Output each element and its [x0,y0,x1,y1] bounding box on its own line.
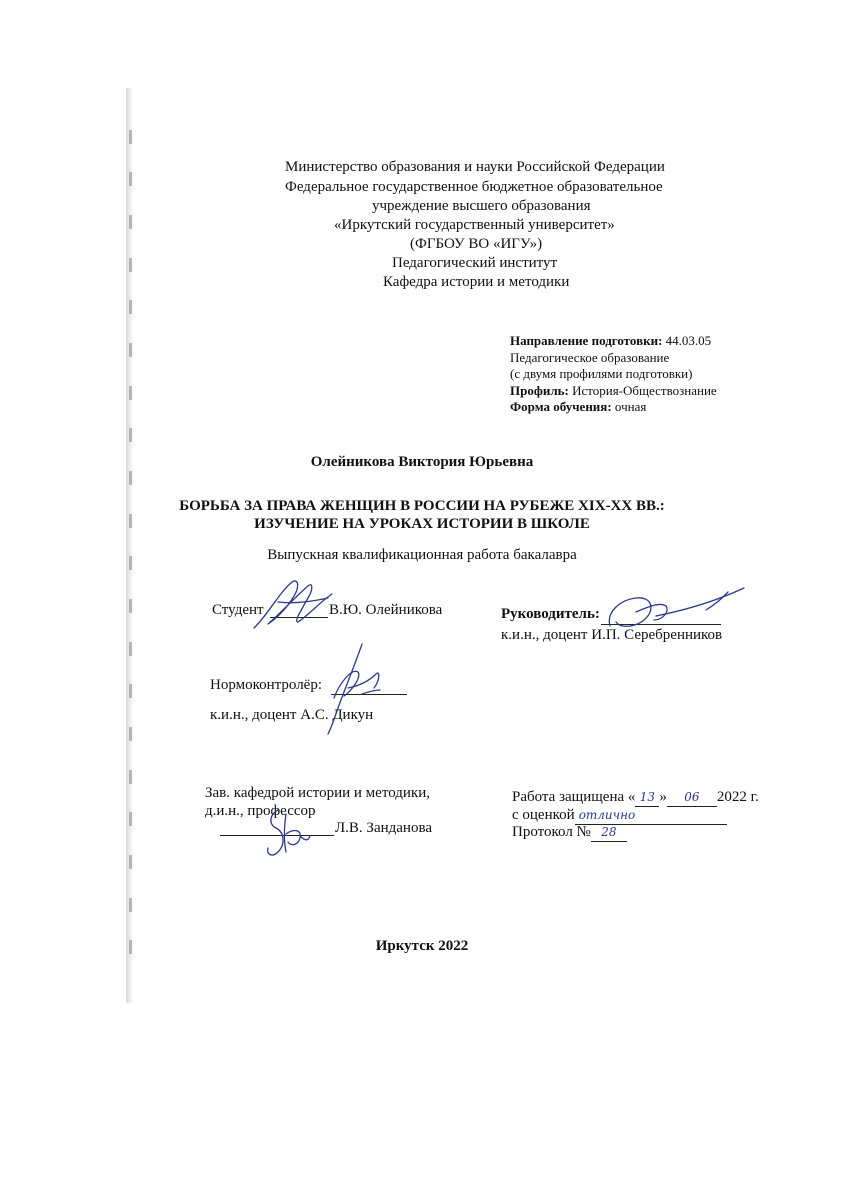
student-signature [248,572,348,634]
form-value: очная [614,399,647,414]
head-dept-name: Л.В. Занданова [335,820,432,836]
city-year: Иркутск 2022 [375,938,469,954]
profile-value: История-Обществознание [572,383,717,398]
head-dept-line-2: д.и.н., профессор [205,803,316,819]
protocol-number: 28 [601,825,617,839]
thesis-title-line-2: ИЗУЧЕНИЕ НА УРОКАХ ИСТОРИИ В ШКОЛЕ [254,516,590,532]
profile-label: Профиль: [510,383,569,398]
grade-label: с оценкой [512,807,575,823]
defense-month: 06 [684,790,700,804]
form-label: Форма обучения: [510,399,612,414]
direction-line-2: Педагогическое образование [510,350,670,365]
norm-control-signature [318,638,388,738]
supervisor-signature [596,582,756,652]
defense-day: 13 [639,790,656,804]
norm-control-label: Нормоконтролёр: [210,677,323,693]
institute-name: Педагогический институт [392,255,558,271]
education-level-line: учреждение высшего образования [372,198,591,214]
work-type: Выпускная квалификационная работа бакалавра [267,547,577,563]
student-label: Студент [212,602,264,618]
defense-prefix: Работа защищена « [512,789,636,805]
grade-value: отлично [578,808,636,822]
university-abbr: (ФГБОУ ВО «ИГУ») [410,236,543,252]
head-dept-signature [256,800,316,864]
norm-control-title-name: к.и.н., доцент А.С. Дикун [210,707,374,723]
student-name: В.Ю. Олейникова [329,602,443,618]
supervisor-title-name: к.и.н., доцент И.П. Серебренников [501,627,723,643]
direction-line-3: (с двумя профилями подготовки) [510,366,693,381]
direction-value: 44.03.05 [665,333,712,348]
direction-line [510,333,711,349]
department-name: Кафедра истории и методики [383,274,570,290]
form-line [510,399,646,415]
author-name: Олейникова Виктория Юрьевна [310,454,534,470]
direction-label: Направление подготовки: [510,333,663,348]
university-name: «Иркутский государственный университет» [334,217,615,233]
defense-date-line: Работа защищена « 13 » 06 2022 г. [512,789,759,805]
protocol-label: Протокол № [512,824,591,840]
defense-year: 2022 г. [716,789,759,805]
ministry-line: Министерство образования и науки Российской Федерации [285,159,665,175]
head-dept-line-1: Зав. кафедрой истории и методики, [205,785,430,801]
institution-type-line: Федеральное государственное бюджетное образовательное [285,179,663,195]
supervisor-label: Руководитель: [501,606,600,622]
defense-protocol-line [512,823,627,842]
thesis-title-line-1: БОРЬБА ЗА ПРАВА ЖЕНЩИН В РОССИИ НА РУБЕЖЕ XIX-XX ВВ.: [179,498,665,514]
profile-line [510,383,717,399]
